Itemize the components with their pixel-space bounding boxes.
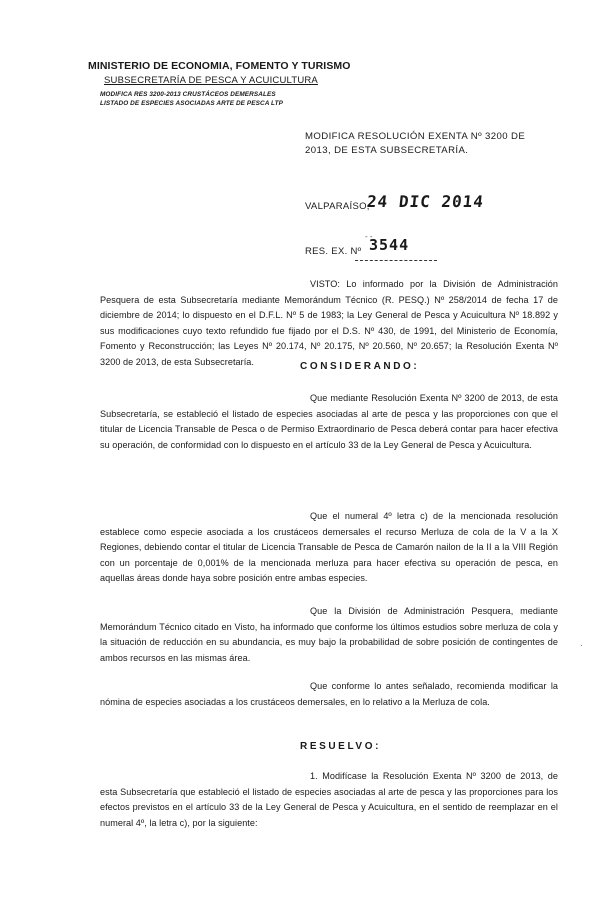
considerando-paragraph-3: Que la División de Administración Pesquera, mediante Memorándum Técnico citado en Visto, ha informado que conforme los últimos estudios sobre merluza de cola y la situación de reducción en su abundancia, es muy bajo la probabilidad de sobre posición de contingentes de ambos recursos en las mismas área. — [100, 606, 558, 663]
visto-paragraph: VISTO: Lo informado por la División de Administración Pesquera de esta Subsecretaría mediante Memorándum Técnico (R. PESQ.) Nº 258/2014 de fecha 17 de diciembre de 2014; lo dispuesto en el D.F.L. Nº 5 de 1983; la Ley General de Pesca y Acuicultura Nº 18.892 y sus modificaciones cuyo texto refundido fue fijado por el D.S. Nº 430, de 1991, del Ministerio de Economía, Fomento y Reconstrucción; las Leyes Nº 20.174, Nº 20.175, Nº 20.560, Nº 20.657; la Resolución Exenta Nº 3200 de 2013, de esta Subsecretaría. — [100, 279, 558, 367]
ministry-name: MINISTERIO DE ECONOMIA, FOMENTO Y TURISMO — [88, 60, 351, 72]
considerando-paragraph-2: Que el numeral 4º letra c) de la mencionada resolución establece como especie asociada a los crustáceos demersales el recurso Merluza de cola de la V a la X Regiones, debiendo contar el titular de Licencia Transable de Pesca de Camarón nailon de la II a la VIII Región con un porcentaje de 0,001% de la mencionada merluza para hacer efectiva su operación de pesca, en aquellas áreas donde haya sobre posición entre ambas especies. — [100, 511, 558, 583]
considerando-paragraph-4: Que conforme lo antes señalado, recomienda modificar la nómina de especies asociadas a los crustáceos demersales, en lo relativo a la Merluza de cola. — [100, 681, 558, 707]
considerando-heading: CONSIDERANDO: — [300, 361, 420, 372]
resolution-number-row — [305, 232, 465, 262]
scan-mark: · — [580, 640, 583, 650]
resuelvo-heading: RESUELVO: — [300, 741, 381, 752]
resuelvo-item-1: 1. Modifícase la Resolución Exenta Nº 3200 de 2013, de esta Subsecretaría que estableció el listado de especies asociadas al arte de pesca y las proporciones para los efectos previstos en el artículo 33 de la Ley General de Pesca y Acuicultura, en el sentido de reemplazar en el numeral 4º, la letra c), por la siguiente: — [100, 771, 558, 828]
considerando-paragraph-1: Que mediante Resolución Exenta Nº 3200 de 2013, de esta Subsecretaría, se estableció el listado de especies asociadas al arte de pesca y las proporciones con que el titular de Licencia Transable de Pesca o de Permiso Extraordinario de Pesca deberá contar para hacer efectiva su operación, de conformidad con lo dispuesto en el artículo 33 de la Ley General de Pesca y Acuicultura. — [100, 393, 558, 450]
resolution-number-dash: - - — [365, 232, 373, 241]
reference-line-1: MODIFICA RES 3200-2013 CRUSTÁCEOS DEMERSALES — [100, 91, 276, 98]
resolution-number-underline — [355, 260, 437, 261]
date-stamp: 24 DIC 2014 — [366, 192, 485, 211]
resolution-number: 3544 — [369, 236, 410, 254]
resolution-number-label: RES. EX. Nº — [305, 246, 362, 257]
place-label: VALPARAÍSO, — [305, 201, 370, 212]
place-date-row — [305, 192, 555, 220]
document-subject: MODIFICA RESOLUCIÓN EXENTA Nº 3200 DE 2013, DE ESTA SUBSECRETARÍA. — [305, 131, 526, 156]
subsecretaria-name: SUBSECRETARÍA DE PESCA Y ACUICULTURA — [104, 75, 318, 86]
reference-line-2: LISTADO DE ESPECIES ASOCIADAS ARTE DE PESCA LTP — [100, 100, 283, 107]
